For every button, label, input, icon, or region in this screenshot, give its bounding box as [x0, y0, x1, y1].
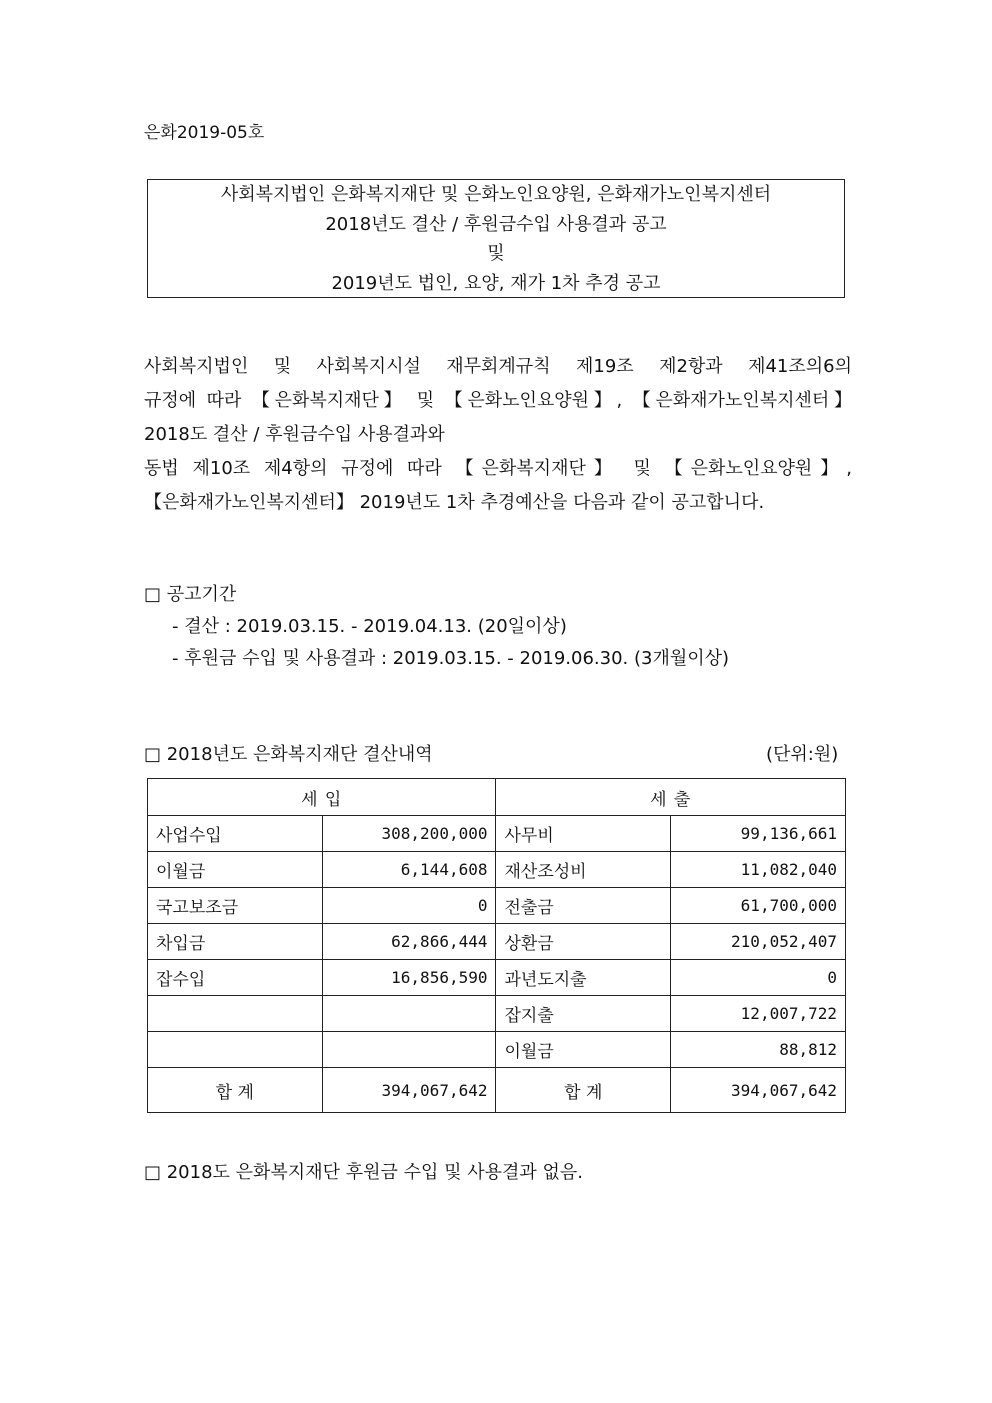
revenue-label: 이월금	[148, 852, 323, 888]
settlement-table	[147, 778, 846, 1113]
expense-label: 이월금	[496, 1032, 671, 1068]
revenue-value: 308,200,000	[322, 816, 496, 852]
period-heading: □ 공고기간	[144, 584, 237, 605]
revenue-value: 16,856,590	[322, 960, 496, 996]
expense-label: 재산조성비	[496, 852, 671, 888]
revenue-label: 사업수입	[148, 816, 323, 852]
table-row	[148, 996, 846, 1032]
title-line-4: 2019년도 법인, 요양, 재가 1차 추경 공고	[331, 272, 661, 294]
revenue-label: 잡수입	[148, 960, 323, 996]
table-row	[148, 960, 846, 996]
expense-value: 0	[671, 960, 846, 996]
revenue-label: 차입금	[148, 924, 323, 960]
table-row	[148, 888, 846, 924]
donation-note: □ 2018도 은화복지재단 후원금 수입 및 사용결과 없음.	[144, 1162, 583, 1183]
revenue-total-label: 합 계	[148, 1068, 323, 1113]
revenue-label: 국고보조금	[148, 888, 323, 924]
title-box	[147, 179, 845, 298]
period-settlement: - 결산 : 2019.03.15. - 2019.04.13. (20일이상)	[172, 616, 567, 637]
expense-value: 99,136,661	[671, 816, 846, 852]
revenue-value: 0	[322, 888, 496, 924]
intro-paragraph	[144, 350, 852, 520]
intro-line-2: 규정에 따라 【은화복지재단】 및 【은화노인요양원】, 【은화재가노인복지센터】	[144, 390, 852, 411]
expense-value: 12,007,722	[671, 996, 846, 1032]
intro-line-3: 2018도 결산 / 후원금수입 사용결과와	[144, 424, 445, 445]
expense-label: 전출금	[496, 888, 671, 924]
revenue-header: 세 입	[148, 779, 496, 816]
table-row	[148, 924, 846, 960]
expense-value: 88,812	[671, 1032, 846, 1068]
expense-label: 잡지출	[496, 996, 671, 1032]
intro-line-5: 【은화재가노인복지센터】 2019년도 1차 추경예산을 다음과 같이 공고합니다.	[144, 492, 765, 513]
unit-label: (단위:원)	[766, 744, 839, 765]
revenue-value: 62,866,444	[322, 924, 496, 960]
revenue-value	[322, 1032, 496, 1068]
expense-label: 과년도지출	[496, 960, 671, 996]
table-row	[148, 1032, 846, 1068]
document-number: 은화2019-05호	[144, 123, 265, 143]
revenue-value: 6,144,608	[322, 852, 496, 888]
intro-line-1: 사회복지법인 및 사회복지시설 재무회계규칙 제19조 제2항과 제41조의6의	[144, 356, 852, 377]
period-donation: - 후원금 수입 및 사용결과 : 2019.03.15. - 2019.06.30. (3개월이상)	[172, 648, 730, 669]
table-row	[148, 852, 846, 888]
expense-value: 210,052,407	[671, 924, 846, 960]
expense-label: 사무비	[496, 816, 671, 852]
total-row	[148, 1068, 846, 1113]
revenue-value	[322, 996, 496, 1032]
table-row	[148, 816, 846, 852]
revenue-label	[148, 996, 323, 1032]
expense-total-value: 394,067,642	[671, 1068, 846, 1113]
expense-header: 세 출	[496, 779, 846, 816]
table-header-row	[148, 779, 846, 816]
revenue-total-value: 394,067,642	[322, 1068, 496, 1113]
settlement-heading: □ 2018년도 은화복지재단 결산내역	[144, 744, 433, 765]
expense-total-label: 합 계	[496, 1068, 671, 1113]
title-line-3: 및	[487, 243, 505, 264]
intro-line-4: 동법 제10조 제4항의 규정에 따라 【은화복지재단】 및 【은화노인요양원】,	[144, 458, 852, 479]
expense-label: 상환금	[496, 924, 671, 960]
expense-value: 61,700,000	[671, 888, 846, 924]
revenue-label	[148, 1032, 323, 1068]
title-line-2: 2018년도 결산 / 후원금수입 사용결과 공고	[325, 213, 667, 235]
title-line-1: 사회복지법인 은화복지재단 및 은화노인요양원, 은화재가노인복지센터	[220, 184, 772, 205]
expense-value: 11,082,040	[671, 852, 846, 888]
